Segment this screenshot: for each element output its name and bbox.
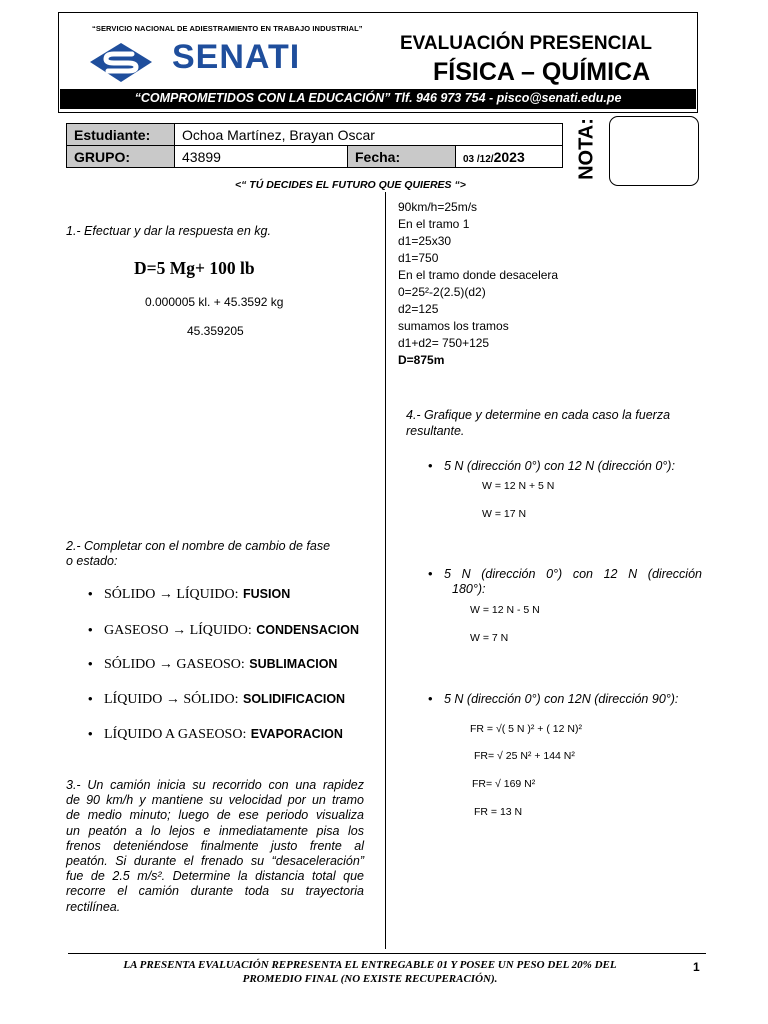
q3-line: de medio minuto; luego de ese periodo visualiza [66,808,364,823]
phase-label: LÍQUIDO → SÓLIDO: [104,692,239,707]
q4-case3: • 5 N (dirección 0°) con 12N (dirección 90°): [428,691,679,706]
nota-label: NOTA: [575,118,598,180]
case2-text-l2: 180°): [452,582,486,596]
student-value: Ochoa Martínez, Brayan Oscar [175,124,563,146]
case1-answer1: W = 12 N + 5 N [482,480,555,492]
footer-text [80,958,660,986]
phase-label: GASEOSO → LÍQUIDO: [104,623,252,638]
solution-line: En el tramo donde desacelera [398,268,559,282]
solution-line: En el tramo 1 [398,217,470,231]
nota-label-wrap [572,118,602,180]
list-item: • LÍQUIDO A GASEOSO: EVAPORACION [88,726,343,742]
phase-answer: SUBLIMACION [249,657,338,671]
q3-line: peatón. Si durante el frenado su “desaceleración” [66,854,364,869]
phase-label: SÓLIDO → GASEOSO: [104,657,245,672]
evaluation-title: EVALUACIÓN PRESENCIAL [400,33,652,54]
column-divider [385,192,386,949]
phase-answer: FUSION [243,587,291,601]
case-text: 5 N (dirección 0°) con 12 N (dirección [444,567,702,581]
q1-line2: 45.359205 [187,324,244,338]
date-year: 2023 [493,148,525,165]
q1-line1: 0.000005 kl. + 45.3592 kg [145,295,284,309]
footer-line [68,953,706,954]
case-text: 5 N (dirección 0°) con 12 N (dirección 0°): [444,459,675,473]
q2-prompt-l2: o estado: [66,554,118,568]
phase-answer: CONDENSACION [256,623,360,637]
case-text: 5 N (dirección 0°) con 12N (dirección 90°): [444,692,679,706]
q3-line: rectilínea. [66,899,121,914]
student-info-table [66,123,563,168]
footer-line1: LA PRESENTA EVALUACIÓN REPRESENTA EL ENTREGABLE 01 Y POSEE UN PESO DEL 20% DEL [123,959,617,971]
list-item: • SÓLIDO → LÍQUIDO: FUSION [88,586,291,602]
solution-line: d1=750 [398,251,439,265]
q2-prompt-l1: 2.- Completar con el nombre de cambio de fase [66,539,331,553]
q3-text [66,778,364,915]
q3-line: recorre el camión durante toda su trayectoria [66,884,364,899]
q1-expression: D=5 Mg+ 100 lb [134,258,255,278]
group-value: 43899 [175,146,348,168]
subject-title: FÍSICA – QUÍMICA [433,58,651,86]
phase-label: LÍQUIDO A GASEOSO: [104,727,247,742]
phase-label: SÓLIDO → LÍQUIDO: [104,587,239,602]
q3-line: de 90 km/h y mantiene su velocidad por un tramo [66,793,364,808]
phase-answer: EVAPORACION [250,727,343,741]
student-label: Estudiante: [67,124,175,146]
case3-answer4: FR = 13 N [474,806,523,818]
senati-brand: SENATI [172,38,301,76]
motto: <“ TÚ DECIDES EL FUTURO QUE QUIERES “> [235,179,466,191]
slogan-text: “COMPROMETIDOS CON LA EDUCACIÓN” Tlf. 946 973 754 - pisco@senati.edu.pe [134,91,622,105]
q3-solution [398,199,558,369]
q4-case2: • 5 N (dirección 0°) con 12 N (dirección [428,566,702,581]
list-item: • SÓLIDO → GASEOSO: SUBLIMACION [88,656,338,672]
date-value [456,146,563,168]
solution-line: d1=25x30 [398,234,452,248]
case2-answer2: W = 7 N [470,632,509,644]
q4-prompt-l1: 4.- Grafique y determine en cada caso la fuerza [406,408,671,422]
date-label: Fecha: [348,146,456,168]
q3-line: un peatón a lo lejos e inmediatamente pisa los [66,823,364,838]
nota-box [609,116,699,186]
case3-answer2: FR= √ 25 N² + 144 N² [474,750,575,762]
case3-answer1: FR = √( 5 N )² + ( 12 N)² [470,723,582,735]
q3-line: fue de 2.5 m/s². Determine la distancia total que [66,869,364,884]
phase-answer: SOLIDIFICACION [243,692,346,706]
solution-line: d1+d2= 750+125 [398,336,490,350]
q4-prompt-l2: resultante. [406,424,465,438]
case2-answer1: W = 12 N - 5 N [470,604,540,616]
case3-answer3: FR= √ 169 N² [472,778,536,790]
solution-line: 90km/h=25m/s [398,200,478,214]
date-day-month: 03 /12/ [463,153,494,165]
list-item: • GASEOSO → LÍQUIDO: CONDENSACION [88,622,360,638]
senati-logo-icon [86,40,156,85]
group-label: GRUPO: [67,146,175,168]
list-item: • LÍQUIDO → SÓLIDO: SOLIDIFICACION [88,691,346,707]
institution-name: “SERVICIO NACIONAL DE ADIESTRAMIENTO EN TRABAJO INDUSTRIAL” [92,24,363,33]
q1-prompt: 1.- Efectuar y dar la respuesta en kg. [66,224,271,238]
q3-line: 3.- Un camión inicia su recorrido con una rapidez [66,778,364,792]
footer-line2: PROMEDIO FINAL (NO EXISTE RECUPERACIÓN). [242,973,498,985]
q3-line: frenos deteniéndose finalmente justo frente al [66,838,364,853]
q4-case1: • 5 N (dirección 0°) con 12 N (dirección 0°): [428,458,675,473]
solution-result: D=875m [398,353,445,367]
solution-line: d2=125 [398,302,439,316]
page-number: 1 [693,960,700,974]
case1-answer2: W = 17 N [482,508,527,520]
solution-line: sumamos los tramos [398,319,509,333]
solution-line: 0=25²-2(2.5)(d2) [398,285,486,299]
